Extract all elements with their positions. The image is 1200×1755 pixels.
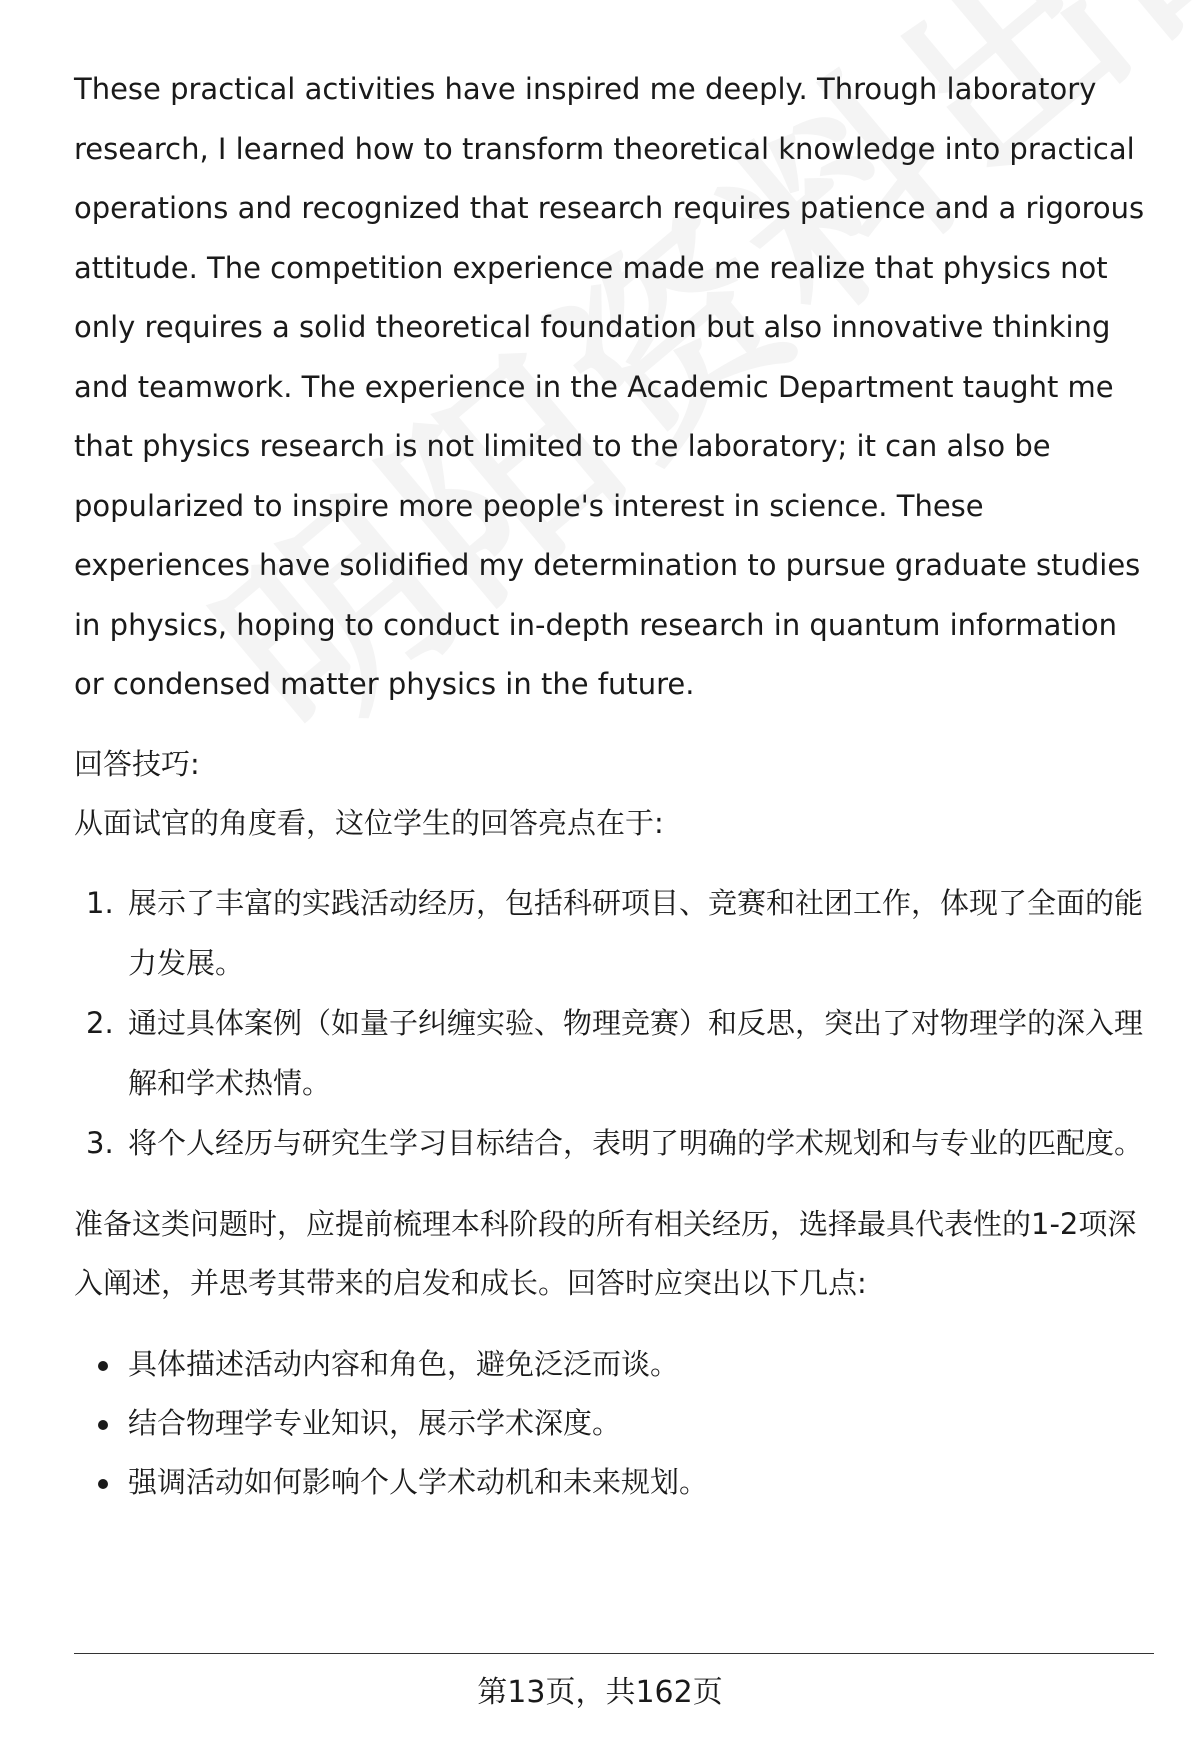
bullet-item (74, 1453, 1154, 1512)
page-number: 第13页，共162页 (477, 1675, 723, 1710)
tips-section (74, 735, 1154, 1512)
preparation-paragraph: 准备这类问题时，应提前梳理本科阶段的所有相关经历，选择最具代表性的1-2项深入阐述，并思考其带来的启发和成长。回答时应突出以下几点: (74, 1206, 1137, 1300)
tips-intro: 从面试官的角度看，这位学生的回答亮点在于: (74, 805, 664, 840)
tips-bullet-list (74, 1335, 1154, 1512)
bullet-dot-icon (98, 1479, 108, 1489)
list-item-number: 1. (86, 885, 114, 920)
list-item (74, 993, 1154, 1113)
list-item-text: 展示了丰富的实践活动经历，包括科研项目、竞赛和社团工作，体现了全面的能力发展。 (128, 885, 1144, 980)
tips-heading: 回答技巧: (74, 746, 200, 781)
list-item-text: 通过具体案例（如量子纠缠实验、物理竞赛）和反思，突出了对物理学的深入理解和学术热情。 (128, 1005, 1144, 1100)
list-item-number: 3. (86, 1125, 114, 1160)
bullet-dot-icon (98, 1420, 108, 1430)
page-content (74, 60, 1154, 1512)
footer-divider (74, 1653, 1154, 1654)
bullet-dot-icon (98, 1361, 108, 1371)
list-item (74, 873, 1154, 993)
body-paragraph: These practical activities have inspired me deeply. Through laboratory research, I learned how to transform theoretical knowledge into practical operations and recognized that research requires patience and a rigorous attitude. The competition experience made me realize that physics not only requires a solid theoretical foundation but also innovative thinking and teamwork. The experience in the Academic Department taught me that physics research is not limited to the laboratory; it can also be popularized to inspire more people's interest in science. These experiences have solidified my determination to pursue graduate studies in physics, hoping to conduct in-depth research in quantum information or condensed matter physics in the future. (74, 72, 1145, 701)
bullet-item-text: 具体描述活动内容和角色，避免泛泛而谈。 (128, 1346, 680, 1381)
bullet-item (74, 1335, 1154, 1394)
bullet-item (74, 1394, 1154, 1453)
list-item (74, 1113, 1154, 1173)
tips-points-list (74, 873, 1154, 1173)
list-item-number: 2. (86, 1005, 114, 1040)
list-item-text: 将个人经历与研究生学习目标结合，表明了明确的学术规划和与专业的匹配度。 (128, 1125, 1144, 1160)
bullet-item-text: 结合物理学专业知识，展示学术深度。 (128, 1405, 622, 1440)
bullet-item-text: 强调活动如何影响个人学术动机和未来规划。 (128, 1464, 709, 1499)
